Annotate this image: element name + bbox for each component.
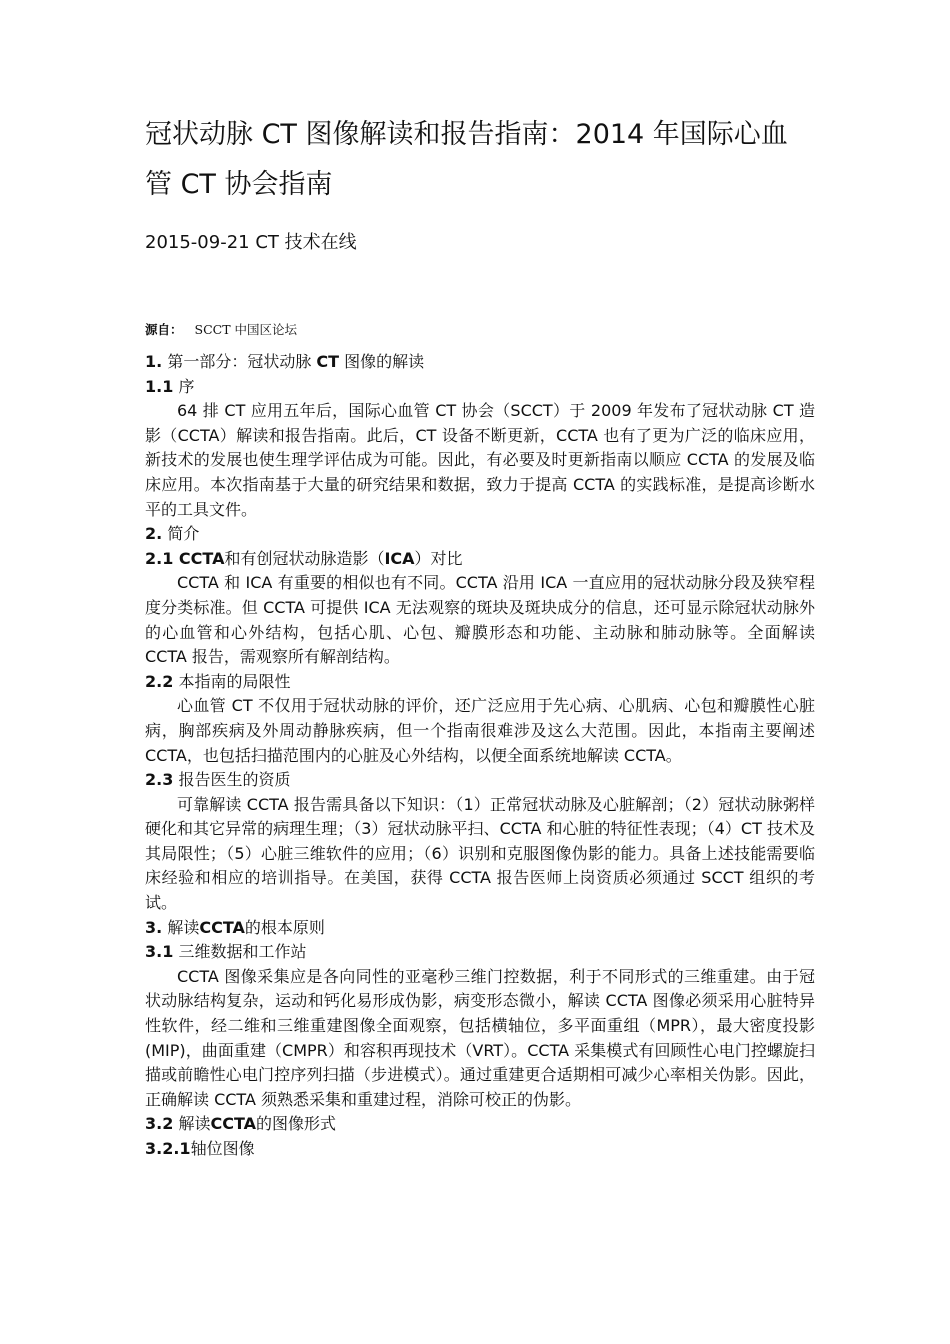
section-3-2-title-b: CCTA [210, 1114, 256, 1134]
section-3-heading [145, 916, 815, 941]
section-3-1-number: 3.1 [145, 942, 174, 962]
section-3-2-title-a: 解读 [178, 1114, 211, 1134]
section-2-1-heading [145, 547, 815, 572]
section-2-number: 2. [145, 524, 163, 544]
section-3-1-paragraph: CCTA 图像采集应是各向同性的亚毫秒三维门控数据，利于不同形式的三维重建。由于冠状动脉结构复杂，运动和钙化易形成伪影，病变形态微小，解读 CCTA 图像必须采用心脏特异性软件，经二维和三维重建图像全面观察，包括横轴位，多平面重组（MPR），最大密度投影(MIP)，曲面重建（CMPR）和容积再现技术（VRT）。CCTA 采集模式有回顾性心电门控螺旋扫描或前瞻性心电门控序列扫描（步进模式）。通过重建更合适期相可减少心率相关伪影。因此，正确解读 CCTA 须熟悉采集和重建过程，消除可校正的伪影。 [145, 966, 815, 1109]
section-1-1-title: 序 [178, 376, 195, 396]
section-3-2-1-heading [145, 1137, 815, 1162]
section-2-3-number: 2.3 [145, 770, 174, 790]
section-3-title-a: 解读 [167, 917, 200, 937]
source-value: SCCT 中国区论坛 [194, 322, 298, 337]
section-1-title-c: 图像的解读 [344, 352, 425, 371]
section-1-1-number: 1.1 [145, 376, 174, 396]
section-1-number: 1. [145, 352, 163, 371]
section-2-1-title-a: 和有创冠状动脉造影（ [224, 548, 385, 568]
section-3-1-title: 三维数据和工作站 [178, 942, 307, 962]
section-2-2-heading [145, 670, 815, 695]
title-line-2: 管 CT 协会指南 [145, 169, 333, 200]
section-3-number: 3. [145, 917, 163, 937]
publish-date-line: 2015-09-21 CT 技术在线 [145, 232, 357, 253]
section-3-title-c: 的根本原则 [244, 917, 325, 937]
section-3-2-title-c: 的图像形式 [256, 1114, 337, 1134]
source-label: 源自： [145, 322, 183, 337]
section-2-2-paragraph: 心血管 CT 不仅用于冠状动脉的评价，还广泛应用于先心病、心肌病、心包和瓣膜性心脏病，胸部疾病及外周动静脉疾病，但一个指南很难涉及这么大范围。因此，本指南主要阐述 CCTA，也包括扫描范围内的心脏及心外结构，以便全面系统地解读 CCTA。 [145, 696, 815, 765]
document-body [145, 350, 815, 1162]
section-2-1-number: 2.1 CCTA [145, 548, 225, 568]
section-1-1-paragraph: 64 排 CT 应用五年后，国际心血管 CT 协会（SCCT）于 2009 年发布了冠状动脉 CT 造影（CCTA）解读和报告指南。此后，CT 设备不断更新，CCTA 也有了更为广泛的临床应用，新技术的发展也使生理学评估成为可能。因此，有必要及时更新指南以顺应 CCTA 的发展及临床应用。本次指南基于大量的研究结果和数据，致力于提高 CCTA 的实践标准，是提高诊断水平的工具文件。 [145, 401, 815, 519]
section-2-1-paragraph: CCTA 和 ICA 有重要的相似也有不同。CCTA 沿用 ICA 一直应用的冠状动脉分段及狭窄程度分类标准。但 CCTA 可提供 ICA 无法观察的斑块及斑块成分的信息，还可显示除冠状动脉外的心血管和心外结构，包括心肌、心包、瓣膜形态和功能、主动脉和肺动脉等。全面解读 CCTA 报告，需观察所有解剖结构。 [145, 573, 815, 667]
section-2-2-number: 2.2 [145, 671, 174, 691]
title-line-1: 冠状动脉 CT 图像解读和报告指南：2014 年国际心血 [145, 119, 788, 150]
section-1-title-a: 第一部分：冠状动脉 [167, 352, 312, 371]
section-2-2-title: 本指南的局限性 [178, 671, 291, 691]
section-3-2-1-number: 3.2.1 [145, 1139, 191, 1158]
section-2-title: 简介 [167, 524, 200, 544]
section-2-3-heading [145, 768, 815, 793]
section-2-1-title-c: ）对比 [414, 548, 463, 568]
section-3-title-b: CCTA [199, 917, 245, 937]
source-line [145, 320, 815, 340]
section-1-title-b: CT [316, 352, 340, 371]
section-1-1-heading [145, 375, 815, 400]
document-page [145, 110, 815, 1162]
section-3-2-1-title: 轴位图像 [190, 1139, 255, 1158]
document-title [145, 110, 815, 210]
section-1-heading [145, 350, 815, 375]
section-2-1-title-b: ICA [384, 548, 415, 568]
section-3-2-heading [145, 1112, 815, 1137]
section-3-1-heading [145, 940, 815, 965]
section-2-3-title: 报告医生的资质 [178, 770, 291, 790]
section-2-3-paragraph: 可靠解读 CCTA 报告需具备以下知识：（1）正常冠状动脉及心脏解剖；（2）冠状动脉粥样硬化和其它异常的病理生理；（3）冠状动脉平扫、CCTA 和心脏的特征性表现；（4）CT 技术及其局限性；（5）心脏三维软件的应用；（6）识别和克服图像伪影的能力。具备上述技能需要临床经验和相应的培训指导。在美国，获得 CCTA 报告医师上岗资质必须通过 SCCT 组织的考试。 [145, 794, 815, 913]
section-3-2-number: 3.2 [145, 1114, 174, 1134]
section-2-heading [145, 522, 815, 547]
